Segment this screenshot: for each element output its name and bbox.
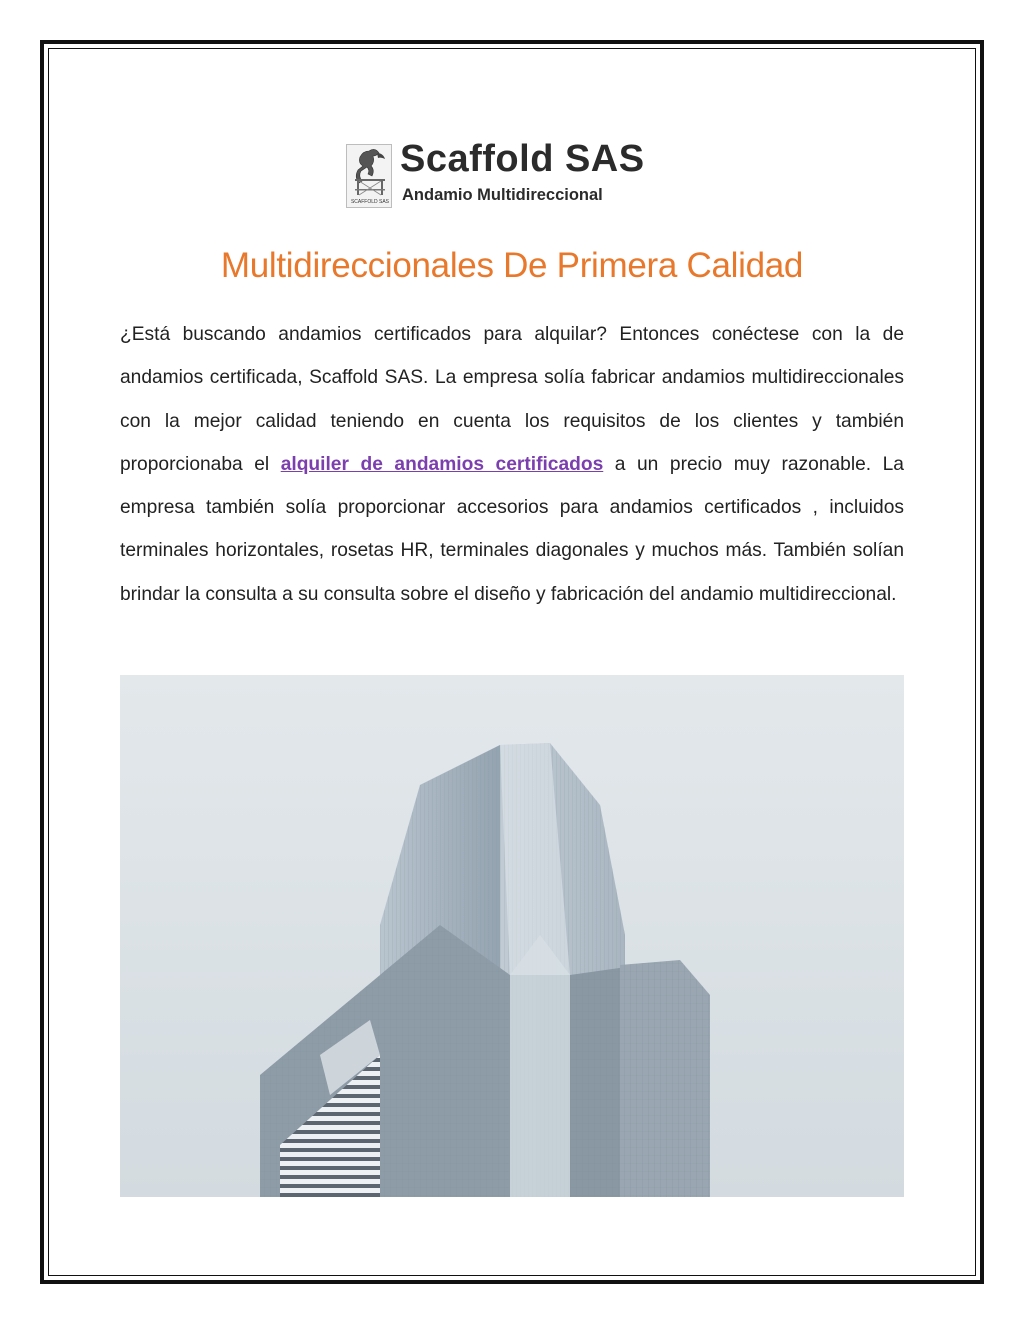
logo-mark-caption: SCAFFOLD SAS [350, 199, 390, 205]
skyscraper-photo [120, 675, 904, 1197]
body-paragraph [120, 313, 904, 616]
logo-name: Scaffold SAS [400, 138, 645, 180]
company-logo [346, 138, 686, 208]
certified-scaffold-rental-link[interactable]: alquiler de andamios certificados [280, 453, 604, 475]
page-heading: Multidireccionales De Primera Calidad [220, 246, 804, 285]
logo-mark [346, 144, 392, 208]
paragraph-text-start: ¿Está buscando andamios certificados para alquilar? Entonces conéctese con la de andamios certificada, Scaffold SAS. La empresa solía fabricar andamios multidireccionales con la mejor calidad teniendo en cuenta los requisitos de los clientes y también proporcionaba el [120, 324, 904, 475]
paragraph-text-end: a un precio muy razonable. La empresa también solía proporcionar accesorios para andamios certificados , incluidos terminales horizontales, rosetas HR, terminales diagonales y muchos más. También solían brindar la consulta a su consulta sobre el diseño y fabricación del andamio multidireccional. [120, 453, 904, 605]
logo-subtitle: Andamio Multidireccional [402, 186, 603, 204]
